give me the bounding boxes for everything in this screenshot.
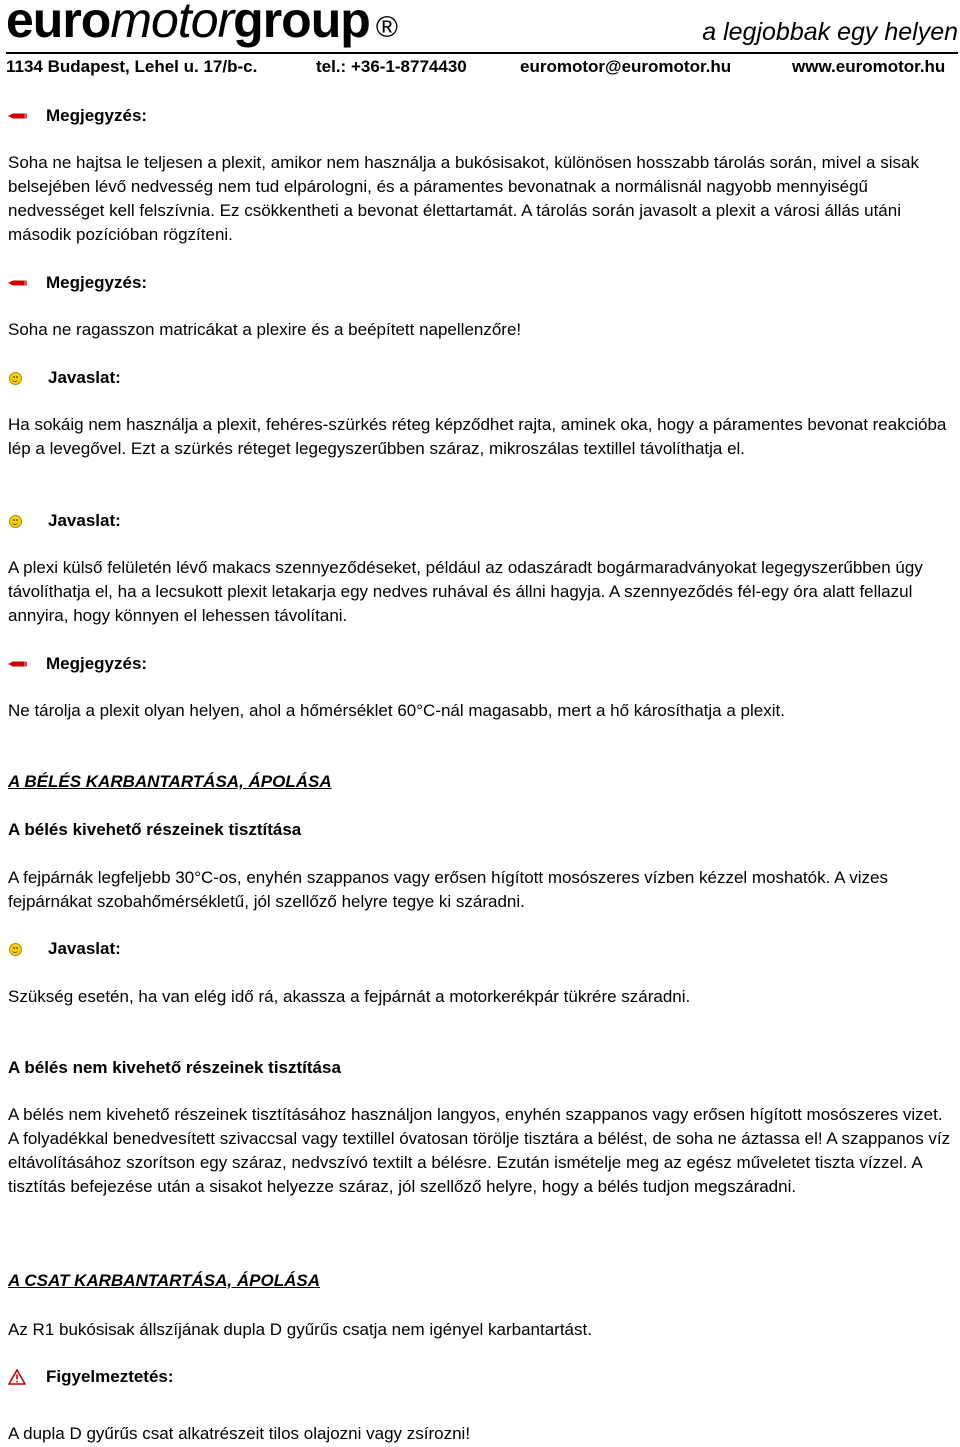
tip-label: Javaslat: [48, 511, 121, 530]
note-label-row [8, 104, 954, 128]
tip-label: Javaslat: [48, 939, 121, 958]
smiley-icon [8, 366, 30, 390]
contact-phone: tel.: +36-1-8774430 [316, 57, 467, 76]
warning-label-row [8, 1365, 954, 1389]
contact-address: 1134 Budapest, Lehel u. 17/b-c. [6, 57, 258, 76]
sub-heading: A bélés nem kivehető részeinek tisztítása [8, 1058, 341, 1077]
note-text: Soha ne hajtsa le teljesen a plexit, amikor nem használja a bukósisakot, különösen hosszabb tárolás során, mivel a sisak belsejében lévő nedvesség nem tud elpárologni, és a páramentes bevonatnak a normálisnál nagyobb mennyiségű nedvességet kell felszívnia. Ez csökkentheti a bevonat élettartamát. A tárolás során javasolt a plexit a városi állás utáni második pozícióban rögzíteni. [8, 153, 919, 244]
logo-euro: euro [6, 0, 111, 48]
contact-email[interactable]: euromotor@euromotor.hu [520, 57, 732, 76]
tip-label-row [8, 509, 954, 533]
company-logo [6, 0, 397, 50]
note-label-row [8, 652, 954, 676]
section-text: A bélés nem kivehető részeinek tisztításához használjon langyos, enyhén szappanos vagy erősen hígított mosószeres vizet. A folyadékkal benedvesített szivaccsal vagy textillel óvatosan törölje tisztára a bélést, de soha ne áztassa el! A szappanos víz eltávolításához szorítson egy száraz, nedvszívó textilt a bélésre. Ezután ismételje meg az egész műveletet tiszta vízzel. A tisztítás befejezése után a sisakot helyezze száraz, jól szellőző helyre, hogy a bélés tudjon megszáradni. [8, 1105, 951, 1196]
note-label-row [8, 271, 954, 295]
contact-row [6, 57, 958, 81]
tip-label: Javaslat: [48, 368, 121, 387]
logo-group: group [233, 0, 370, 48]
smiley-icon [8, 509, 30, 533]
pencil-icon [8, 271, 30, 295]
note-label: Megjegyzés: [46, 106, 148, 125]
pencil-icon [8, 104, 30, 128]
pencil-icon [8, 652, 30, 676]
warning-icon [8, 1365, 30, 1389]
letterhead [6, 0, 958, 82]
tip-label-row [8, 937, 954, 961]
registered-mark: ® [375, 11, 397, 44]
tip-text: Szükség esetén, ha van elég idő rá, akassza a fejpárnát a motorkerékpár tükrére száradni. [8, 987, 691, 1006]
tip-text: A plexi külső felületén lévő makacs szennyeződéseket, például az odaszáradt bogármaradványokat legegyszerűbben úgy távolíthatja el, ha a lecsukott plexit letakarja egy nedves ruhával és állni hagyja. A szennyeződés fél-egy óra alatt fellazul annyira, hogy könnyen el lehessen távolítani. [8, 558, 923, 625]
logo-motor: motor [110, 0, 234, 48]
tip-label-row [8, 366, 954, 390]
section-heading: A CSAT KARBANTARTÁSA, ÁPOLÁSA [8, 1271, 320, 1290]
contact-website[interactable]: www.euromotor.hu [792, 57, 946, 76]
warning-label: Figyelmeztetés: [46, 1367, 174, 1386]
warning-text: A dupla D gyűrűs csat alkatrészeit tilos olajozni vagy zsírozni! [8, 1424, 471, 1443]
note-text: Soha ne ragasszon matricákat a plexire és a beépített napellenzőre! [8, 320, 522, 339]
note-text: Ne tárolja a plexit olyan helyen, ahol a hőmérséklet 60°C-nál magasabb, mert a hő károsíthatja a plexit. [8, 701, 785, 720]
tagline: a legjobbak egy helyen [702, 18, 958, 46]
tip-text: Ha sokáig nem használja a plexit, fehéres-szürkés réteg képződhet rajta, aminek oka, hogy a páramentes bevonat reakcióba lép a levegővel. Ezt a szürkés réteget legegyszerűbben száraz, mikroszálas textillel távolíthatja el. [8, 415, 947, 458]
smiley-icon [8, 937, 30, 961]
section-text: Az R1 bukósisak állszíjának dupla D gyűrűs csatja nem igényel karbantartást. [8, 1320, 592, 1339]
logo-row [6, 0, 958, 54]
note-label: Megjegyzés: [46, 654, 148, 673]
sub-heading: A bélés kivehető részeinek tisztítása [8, 820, 302, 839]
section-heading: A BÉLÉS KARBANTARTÁSA, ÁPOLÁSA [8, 772, 332, 791]
note-label: Megjegyzés: [46, 273, 148, 292]
section-text: A fejpárnák legfeljebb 30°C-os, enyhén szappanos vagy erősen hígított mosószeres vízben kézzel moshatók. A vizes fejpárnákat szobahőmérsékletű, jól szellőző helyre tegye ki száradni. [8, 868, 888, 911]
